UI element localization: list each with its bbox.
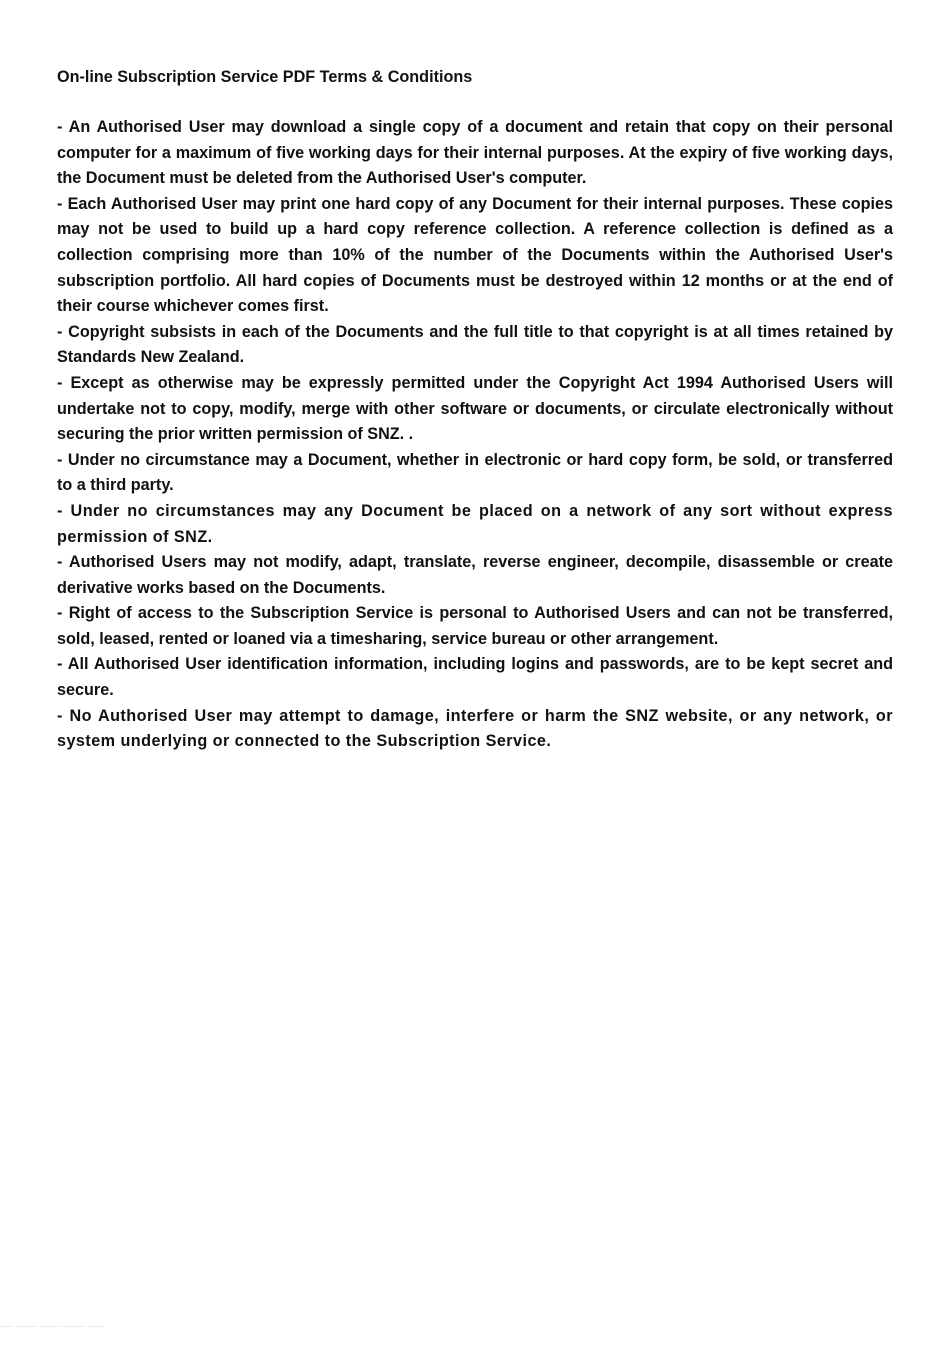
document-title: On-line Subscription Service PDF Terms & Conditions [57,68,473,86]
term-item: - Except as otherwise may be expressly permitted under the Copyright Act 1994 Authorised Users will undertake not to copy, modify, merge with other software or documents, or circulate electronically without securing the prior written permission of SNZ. . [57,373,893,444]
term-item: - Each Authorised User may print one hard copy of any Document for their internal purposes. These copies may not be used to build up a hard copy reference collection. A reference collection is defined as a collection comprising more than 10% of the number of the Documents within the Authorised User's subscription portfolio. All hard copies of Documents must be destroyed within 12 months or at the end of their course whichever comes first. [57,194,893,316]
term-item: - No Authorised User may attempt to damage, interfere or harm the SNZ website, or any network, or system underlying or connected to the Subscription Service. [57,706,893,751]
term-item: - Right of access to the Subscription Service is personal to Authorised Users and can not be transferred, sold, leased, rented or loaned via a timesharing, service bureau or other arrangement. [57,604,893,648]
term-item: - An Authorised User may download a single copy of a document and retain that copy on their personal computer for a maximum of five working days for their internal purposes. At the expiry of five working days, the Document must be deleted from the Authorised User's computer. [57,118,893,188]
faint-footer-mark [0,1318,112,1324]
term-item: - Under no circumstance may a Document, whether in electronic or hard copy form, be sold, or transferred to a third party. [57,450,893,495]
terms-list [57,115,893,755]
term-item: - Under no circumstances may any Document be placed on a network of any sort without express permission of SNZ. [57,501,893,546]
term-item: - All Authorised User identification information, including logins and passwords, are to be kept secret and secure. [57,655,893,700]
term-item: - Copyright subsists in each of the Documents and the full title to that copyright is at all times retained by Standards New Zealand. [57,322,893,367]
term-item: - Authorised Users may not modify, adapt, translate, reverse engineer, decompile, disassemble or create derivative works based on the Documents. [57,553,893,597]
